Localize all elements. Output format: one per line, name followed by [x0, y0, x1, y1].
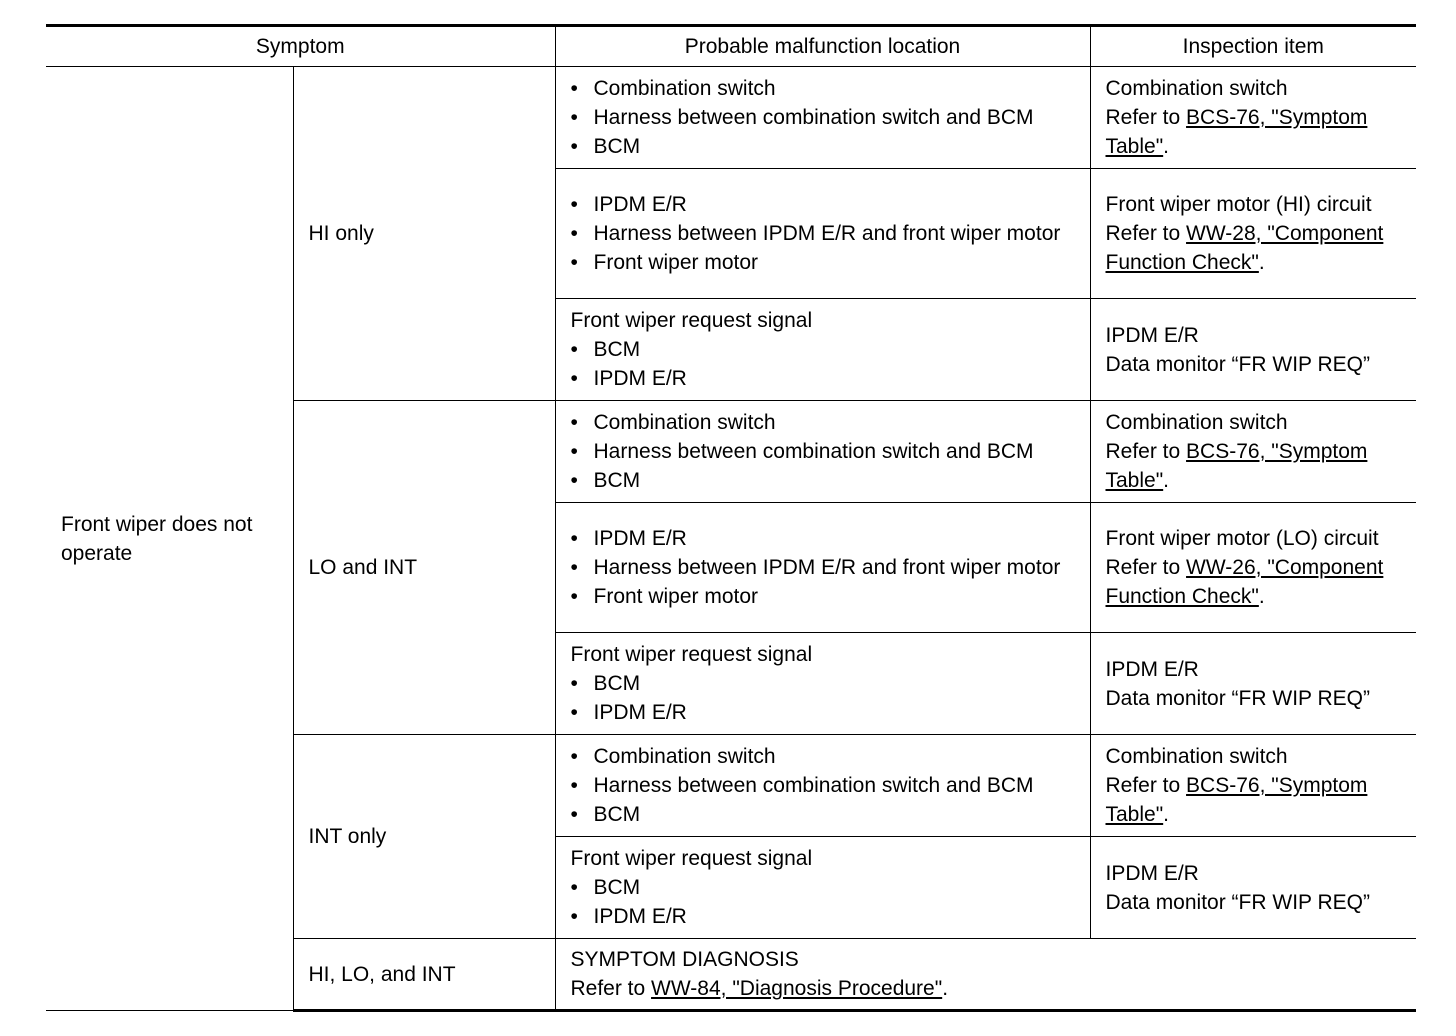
symptom-main: Front wiper does not operate — [46, 67, 293, 1011]
list-item: • IPDM E/R — [571, 524, 1082, 553]
inspection-title: IPDM E/R — [1105, 323, 1199, 347]
header-row — [46, 26, 1416, 67]
inspection-title: Front wiper motor (HI) circuit — [1105, 193, 1372, 216]
list-item: • Front wiper motor — [571, 248, 1082, 277]
list-item: • Harness between IPDM E/R and front wiper motor — [571, 553, 1082, 582]
refer-prefix: Refer to — [1105, 774, 1187, 797]
list-item: • IPDM E/R — [571, 698, 1082, 727]
refer-suffix: . — [1163, 803, 1170, 826]
list-item: • IPDM E/R — [571, 364, 1082, 393]
refer-suffix: . — [1163, 135, 1170, 158]
symptom-int-only: INT only — [293, 735, 555, 939]
header-inspection: Inspection item — [1090, 26, 1416, 67]
reference-link[interactable]: BCS-76, "Symptom Table" — [1105, 440, 1368, 492]
reference-link[interactable]: WW-26, "Component Function Check" — [1105, 556, 1384, 608]
header-location: Probable malfunction location — [555, 26, 1090, 67]
inspection-title: Combination switch — [1105, 411, 1288, 434]
list-item: • Harness between combination switch and BCM — [571, 103, 1082, 132]
location-cell — [555, 401, 1090, 503]
refer-prefix: Refer to — [1105, 106, 1187, 129]
inspection-title: IPDM E/R — [1105, 657, 1199, 681]
refer-prefix: Refer to — [1105, 222, 1187, 245]
inspection-cell — [1090, 401, 1416, 503]
reference-link[interactable]: BCS-76, "Symptom Table" — [1105, 774, 1368, 826]
location-cell — [555, 67, 1090, 169]
refer-prefix: Refer to — [1105, 556, 1187, 579]
list-item: • Harness between IPDM E/R and front wiper motor — [571, 219, 1082, 248]
diagnosis-title: SYMPTOM DIAGNOSIS — [570, 948, 799, 971]
list-item: • Front wiper motor — [571, 582, 1082, 611]
list-item: • BCM — [571, 335, 1082, 364]
location-cell — [555, 503, 1090, 633]
inspection-cell — [1090, 503, 1416, 633]
inspection-detail: Data monitor “FR WIP REQ” — [1105, 890, 1370, 914]
list-item: • BCM — [571, 132, 1082, 161]
location-cell — [555, 837, 1090, 939]
refer-suffix: . — [1258, 585, 1265, 608]
inspection-cell — [1090, 299, 1416, 401]
inspection-detail: Data monitor “FR WIP REQ” — [1105, 686, 1370, 710]
refer-suffix: . — [1258, 251, 1265, 274]
list-item: • BCM — [571, 669, 1082, 698]
inspection-cell — [1090, 169, 1416, 299]
inspection-title: Front wiper motor (LO) circuit — [1105, 527, 1379, 550]
location-lead: Front wiper request signal — [570, 309, 813, 332]
inspection-title: Combination switch — [1105, 77, 1288, 100]
symptom-hi-lo-and-int: HI, LO, and INT — [293, 939, 555, 1011]
table-row — [46, 67, 1416, 169]
list-item: • Combination switch — [571, 742, 1082, 771]
refer-suffix: . — [942, 977, 949, 1000]
reference-link[interactable]: WW-28, "Component Function Check" — [1105, 222, 1384, 274]
symptom-table — [46, 24, 1416, 1012]
header-symptom: Symptom — [46, 26, 555, 67]
list-item: • BCM — [571, 466, 1082, 495]
location-lead: Front wiper request signal — [570, 643, 813, 666]
merged-diagnosis-cell — [555, 939, 1416, 1011]
location-cell — [555, 735, 1090, 837]
list-item: • Harness between combination switch and BCM — [571, 771, 1082, 800]
list-item: • IPDM E/R — [571, 902, 1082, 931]
list-item: • Combination switch — [571, 408, 1082, 437]
inspection-title: Combination switch — [1105, 745, 1288, 768]
inspection-detail: Data monitor “FR WIP REQ” — [1105, 352, 1370, 376]
list-item: • BCM — [571, 800, 1082, 829]
inspection-cell — [1090, 735, 1416, 837]
refer-prefix: Refer to — [1105, 440, 1187, 463]
symptom-hi-only: HI only — [293, 67, 555, 401]
list-item: • Harness between combination switch and BCM — [571, 437, 1082, 466]
location-cell — [555, 633, 1090, 735]
reference-link[interactable]: WW-84, "Diagnosis Procedure" — [651, 977, 943, 1000]
location-lead: Front wiper request signal — [570, 847, 813, 870]
inspection-cell — [1090, 67, 1416, 169]
location-cell — [555, 169, 1090, 299]
list-item: • Combination switch — [571, 74, 1082, 103]
refer-prefix: Refer to — [570, 977, 652, 1000]
list-item: • BCM — [571, 873, 1082, 902]
symptom-lo-and-int: LO and INT — [293, 401, 555, 735]
reference-link[interactable]: BCS-76, "Symptom Table" — [1105, 106, 1368, 158]
inspection-title: IPDM E/R — [1105, 861, 1199, 885]
list-item: • IPDM E/R — [571, 190, 1082, 219]
location-cell — [555, 299, 1090, 401]
inspection-cell — [1090, 633, 1416, 735]
inspection-cell — [1090, 837, 1416, 939]
refer-suffix: . — [1163, 469, 1170, 492]
